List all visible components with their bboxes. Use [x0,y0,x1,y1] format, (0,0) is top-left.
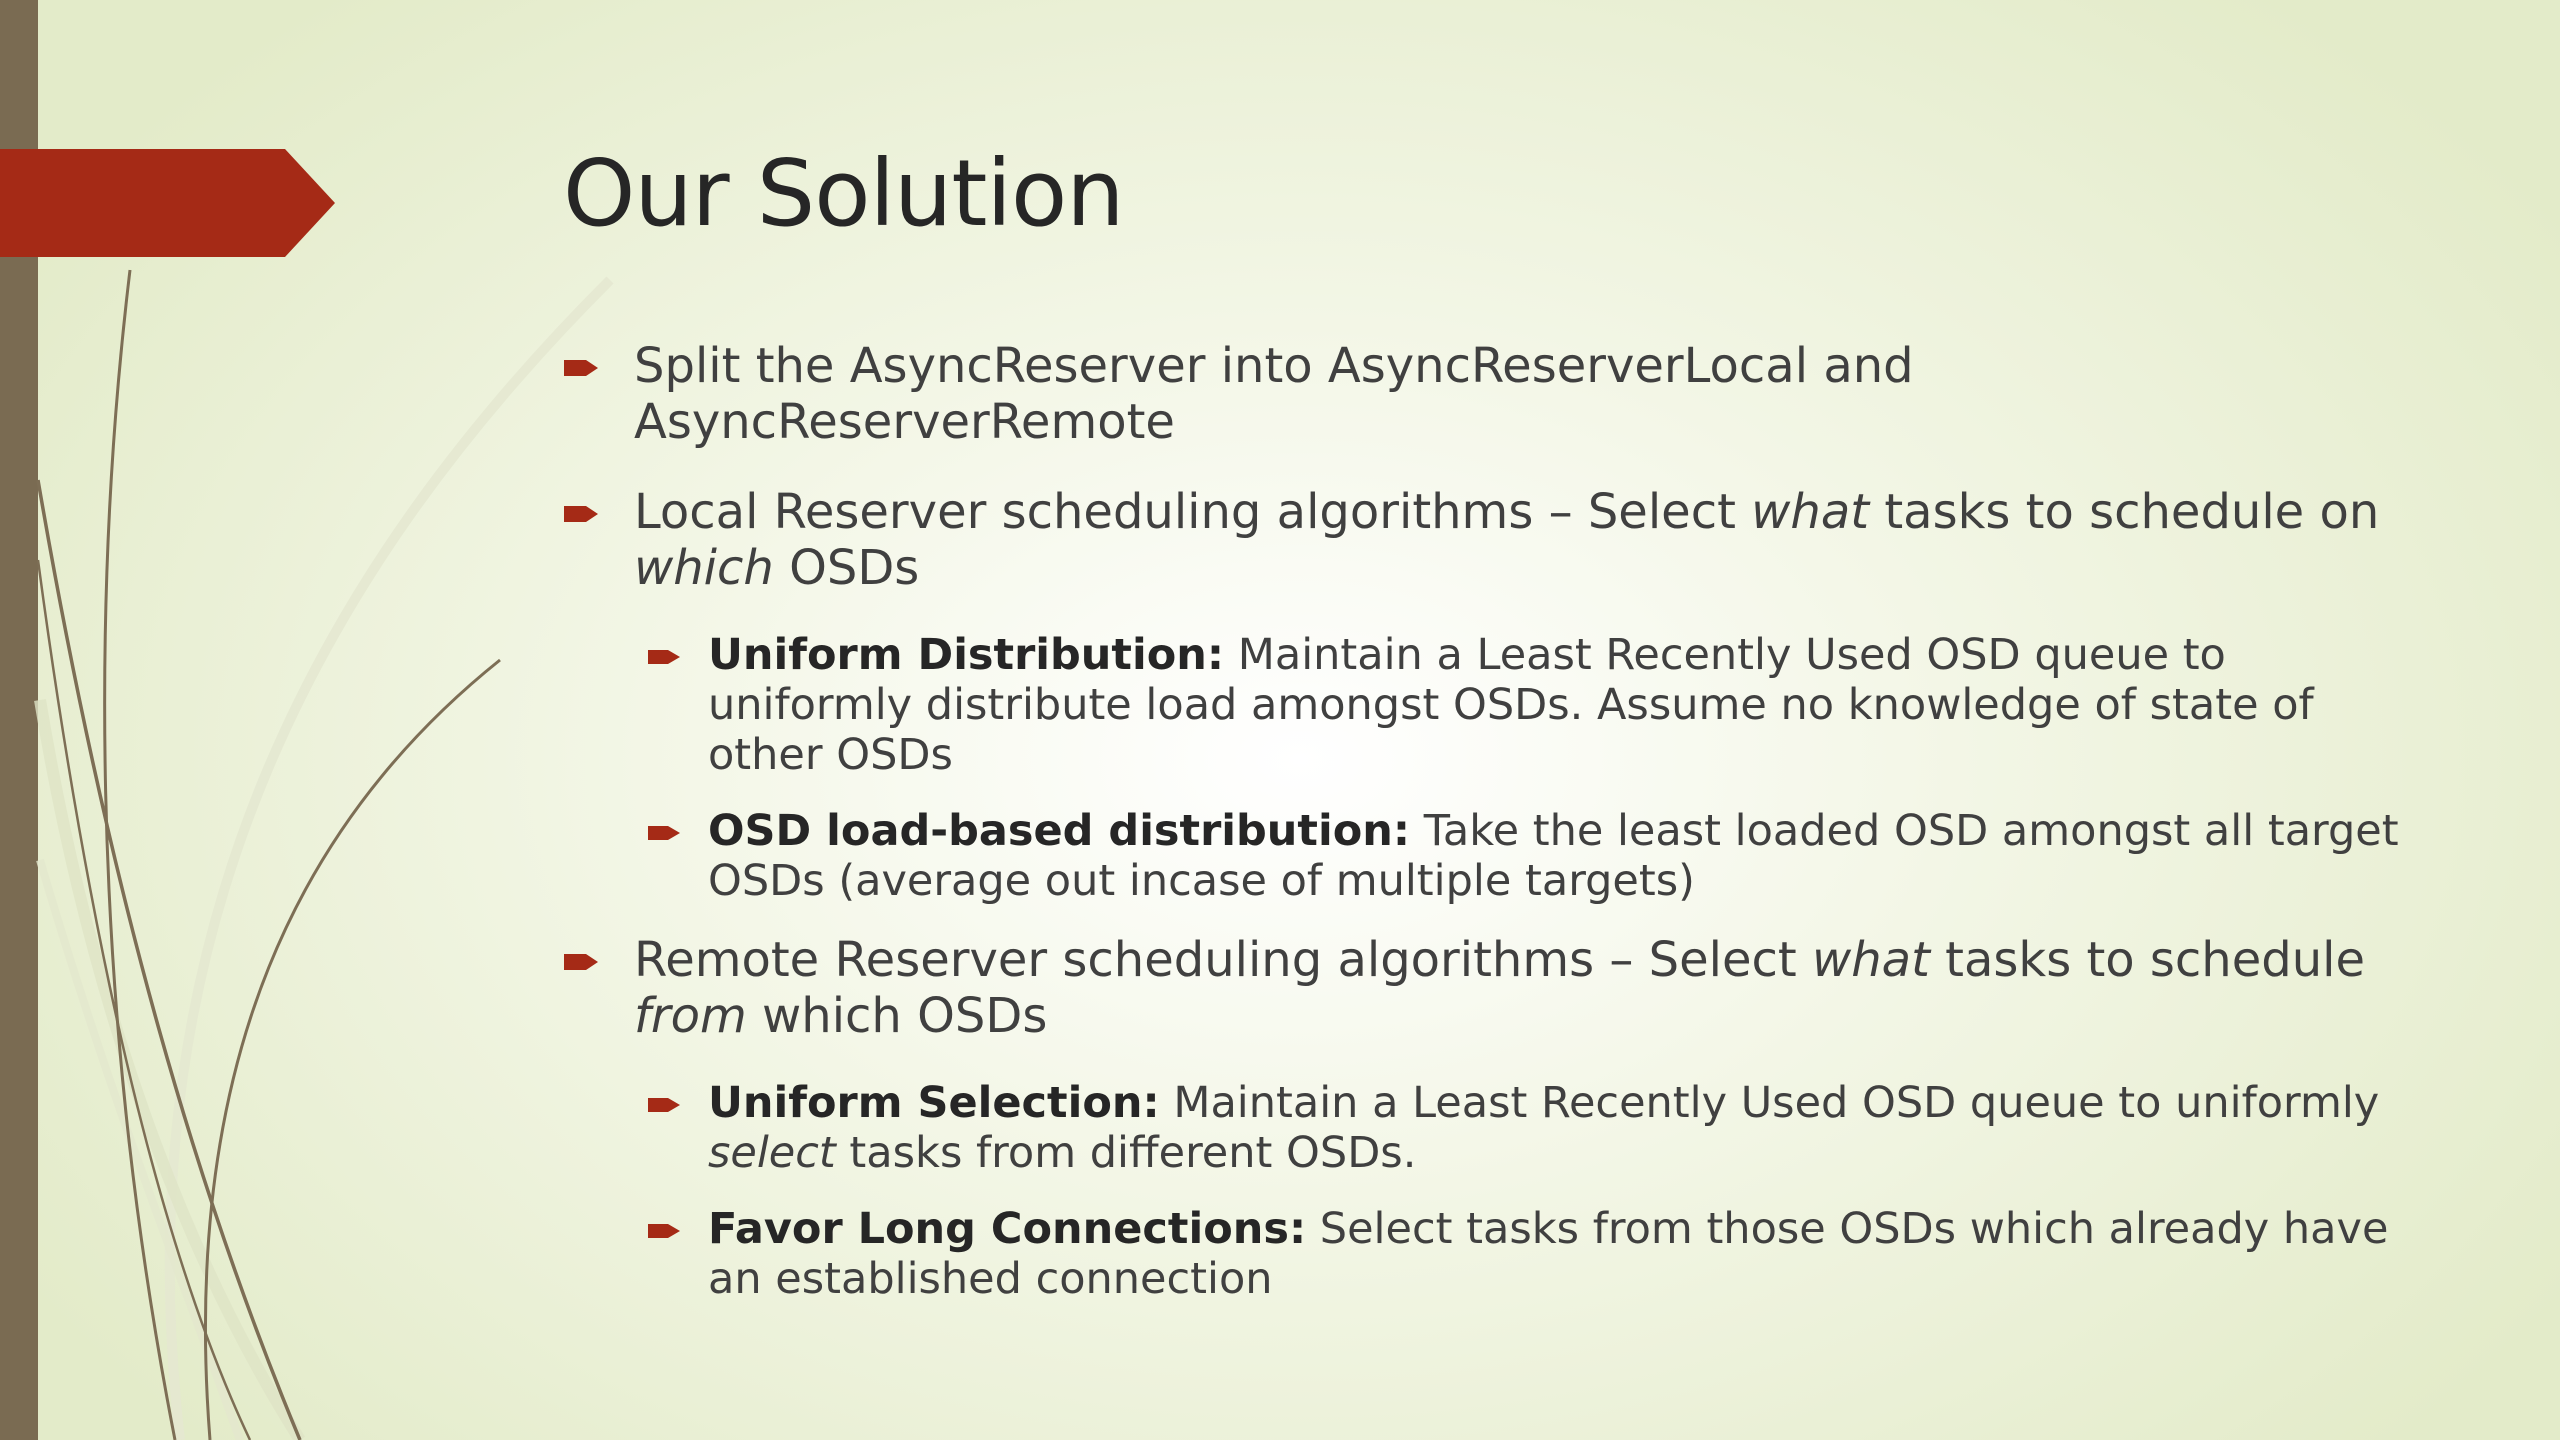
bullet-item-remote-reserver [562,932,2422,1044]
sub-bullet-label: Uniform Selection: [708,1078,1160,1128]
sub-bullet-text: Maintain a Least Recently Used OSD queue to uniformly [1159,1078,2380,1128]
bullet-text-emphasis: from [634,988,747,1044]
sub-bullet-text: tasks from different OSDs. [835,1128,1417,1178]
bullet-text-emphasis: what [1811,932,1930,988]
sub-bullet-uniform-distribution [648,630,2422,780]
arrow-bullet-icon [648,822,682,844]
sub-bullet-text: Maintain a Least Recently Used OSD queue to uniformly distribute load amongst OSDs. Assume no knowledge of state of other OSDs [708,630,2314,780]
bullet-text: which OSDs [746,988,1048,1044]
title-accent-arrow [0,149,340,257]
bullet-item-local-reserver [562,484,2422,596]
sub-bullet-label: OSD load-based distribution: [708,806,1411,856]
bullet-text-emphasis: which [634,540,774,596]
sub-bullet-osd-load-based [648,806,2422,906]
sub-bullet-uniform-selection [648,1078,2422,1178]
arrow-bullet-icon [648,1094,682,1116]
sub-bullet-label: Uniform Distribution: [708,630,1225,680]
sub-bullet-text: Select tasks from those OSDs which already have an established connection [708,1204,2389,1304]
arrow-bullet-icon [564,356,600,380]
slide-title: Our Solution [563,140,1124,247]
sub-bullet-favor-long-connections [648,1204,2422,1304]
bullet-text: Local Reserver scheduling algorithms – Select [634,484,1752,540]
sub-bullet-text: Take the least loaded OSD amongst all target OSDs (average out incase of multiple targets) [708,806,2399,906]
arrow-bullet-icon [648,1220,682,1242]
sub-bullet-label: Favor Long Connections: [708,1204,1307,1254]
bullet-text: tasks to schedule [1929,932,2366,988]
arrow-bullet-icon [564,502,600,526]
bullet-text: tasks to schedule on [1869,484,2380,540]
bullet-text: Split the AsyncReserver into AsyncReserverLocal and AsyncReserverRemote [634,338,1914,450]
arrow-bullet-icon [564,950,600,974]
arrow-bullet-icon [648,646,682,668]
bullet-text: Remote Reserver scheduling algorithms – Select [634,932,1812,988]
bullet-text: OSDs [773,540,920,596]
bullet-list [562,338,2422,1330]
bullet-item-split-reserver [562,338,2422,450]
bullet-text-emphasis: what [1751,484,1870,540]
sub-bullet-text-emphasis: select [708,1128,836,1178]
